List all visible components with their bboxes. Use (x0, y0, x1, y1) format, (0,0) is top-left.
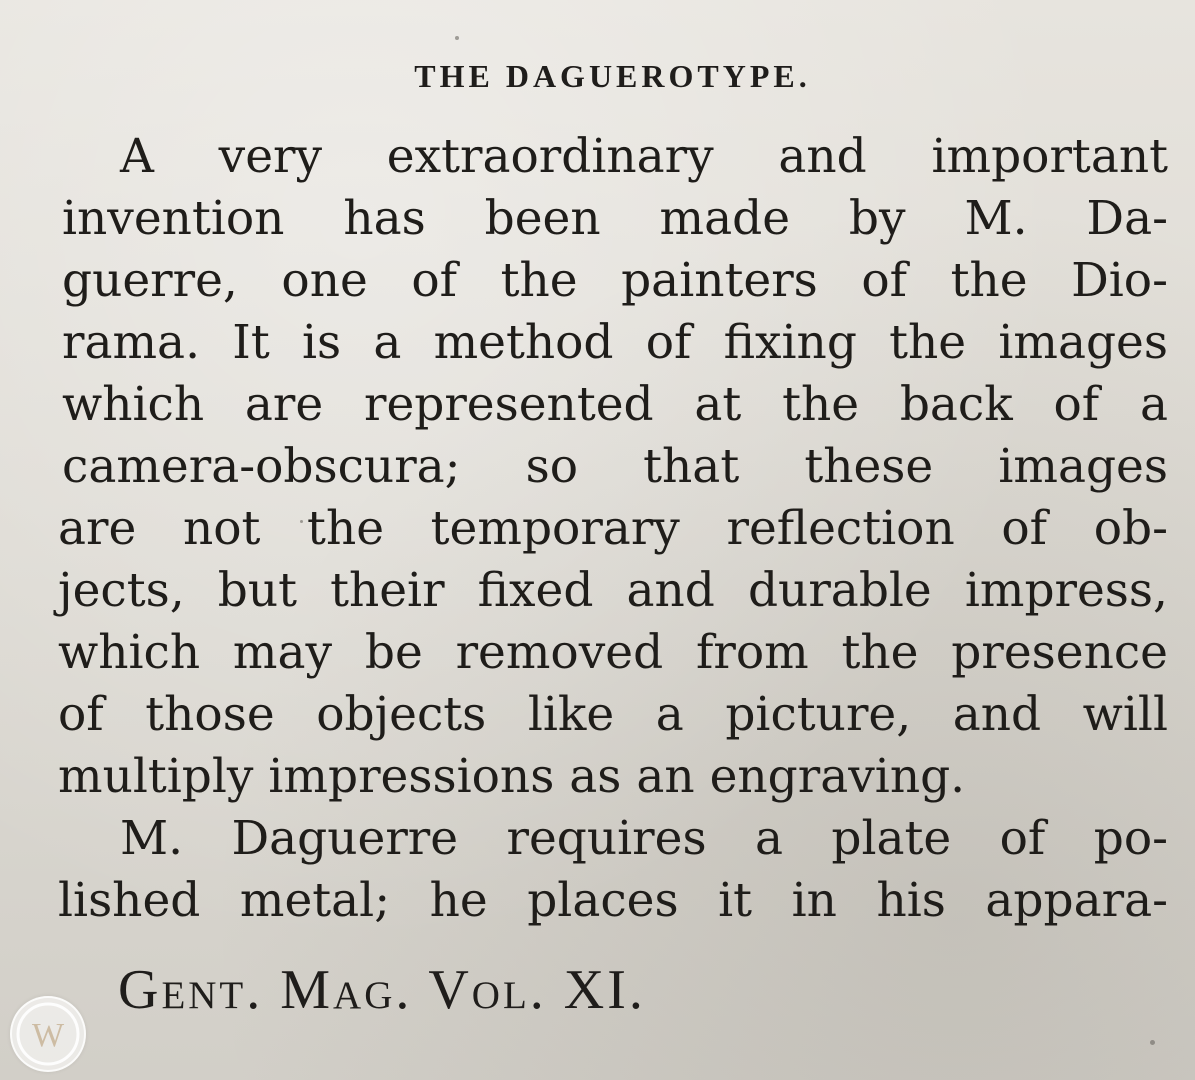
body-text (58, 126, 1168, 932)
worthpoint-logo-icon (12, 998, 84, 1070)
text-line: of those objects like a picture, and will (58, 687, 1168, 742)
text-line: which are represented at the back of a (62, 377, 1168, 432)
text-line: guerre, one of the painters of the Dio- (62, 253, 1168, 308)
page-heading: THE DAGUEROTYPE. (414, 58, 811, 94)
text-line: jects, but their fixed and durable impress, (58, 563, 1168, 618)
watermark-letter: W (31, 1017, 65, 1054)
paper-speck (1150, 1040, 1155, 1045)
text-line: A very extraordinary and important (120, 129, 1168, 184)
text-line: invention has been made by M. Da- (62, 191, 1168, 246)
text-line: M. Daguerre requires a plate of po- (120, 811, 1168, 866)
text-line: multiply impressions as an engraving. (58, 749, 966, 804)
text-line: are not the temporary reflection of ob- (58, 501, 1168, 556)
text-line: camera-obscura; so that these images (62, 439, 1168, 494)
text-line: lished metal; he places it in his appara- (58, 873, 1168, 928)
watermark-logo-icon (10, 996, 86, 1072)
text-line: rama. It is a method of fixing the images (62, 315, 1168, 370)
footer-signature: Gent. Mag. Vol. XI. (118, 959, 646, 1021)
paper-speck (455, 36, 459, 40)
page-footer (118, 958, 646, 1022)
text-line: which may be removed from the presence (58, 625, 1168, 680)
